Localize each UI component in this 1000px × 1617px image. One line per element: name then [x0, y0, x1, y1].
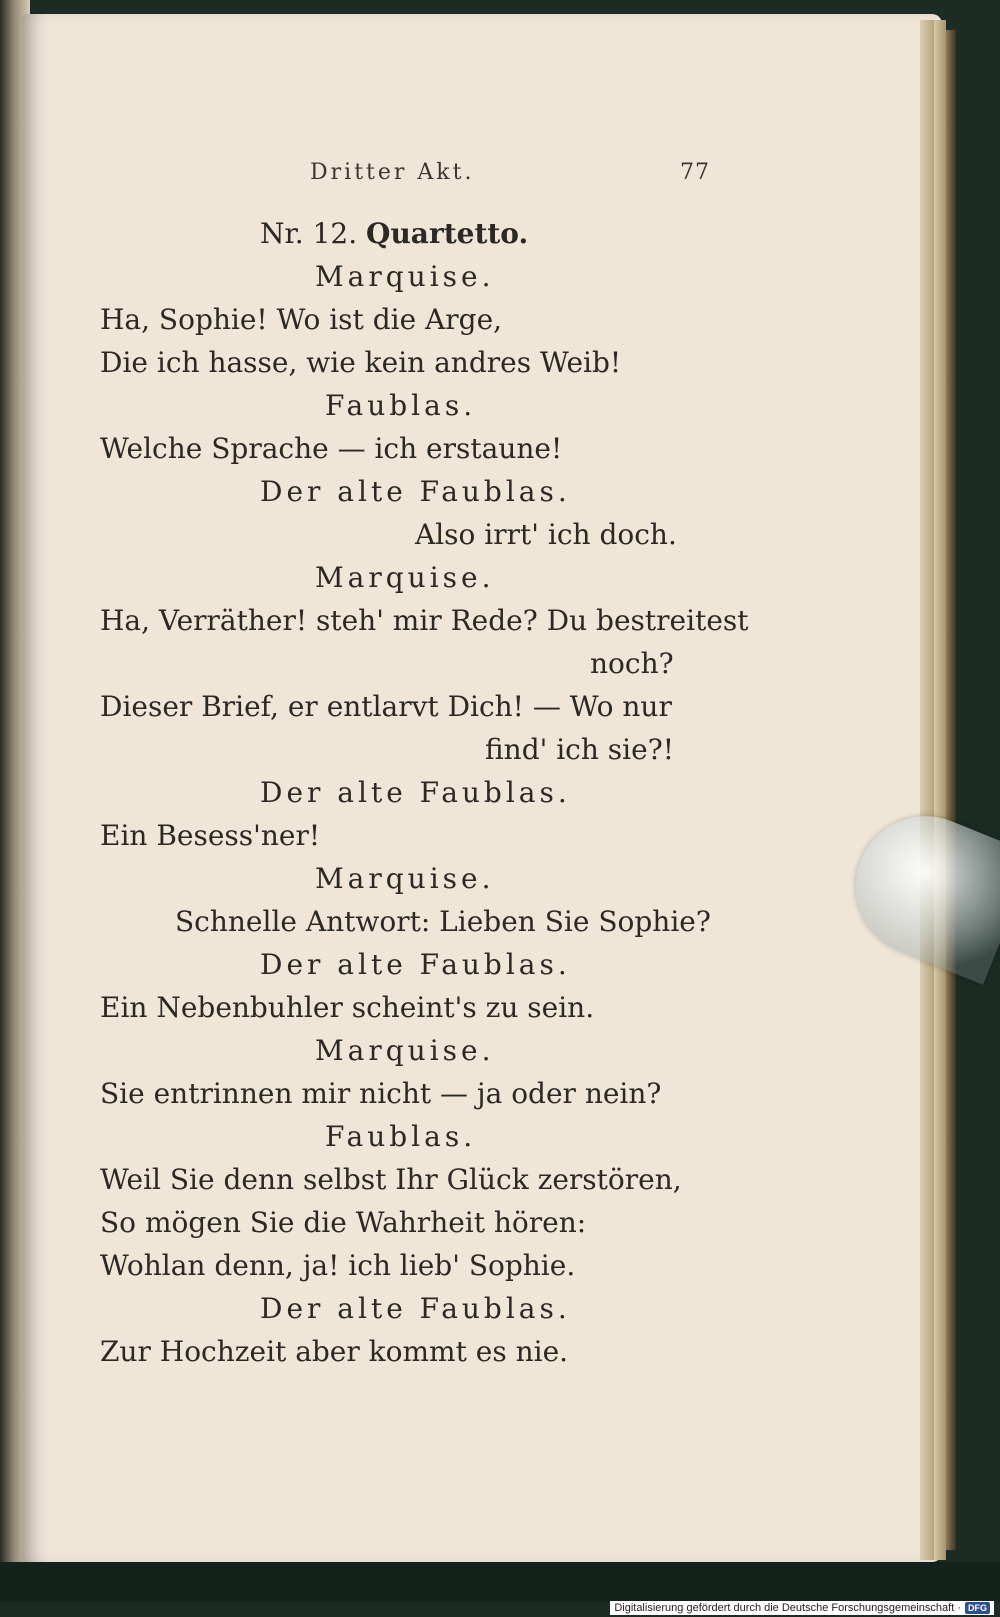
page-text [100, 212, 749, 1373]
speaker-name [100, 771, 720, 814]
line-text: Nr. 12. [260, 217, 358, 250]
verse-line [100, 298, 720, 341]
line-text: Weil Sie denn selbst Ihr Glück zerstören, [100, 1163, 682, 1196]
line-text: Ein Nebenbuhler scheint's zu sein. [100, 991, 595, 1024]
verse-line [100, 685, 720, 728]
speaker-name [100, 255, 720, 298]
page-stack-edge [920, 20, 934, 1560]
line-text: Dieser Brief, er entlarvt Dich! — Wo nur [100, 690, 672, 723]
speaker-name [100, 943, 720, 986]
line-text: Der alte Faublas. [260, 1292, 571, 1325]
speaker-name [100, 384, 720, 427]
verse-line [100, 599, 749, 642]
line-text: Ha, Sophie! Wo ist die Arge, [100, 303, 503, 336]
section-title [100, 212, 720, 255]
line-text: Schnelle Antwort: Lieben Sie Sophie? [175, 905, 711, 938]
scan-background [0, 1562, 1000, 1602]
line-text: Ha, Verräther! steh' mir Rede? Du bestreitest [100, 604, 749, 637]
verse-line [100, 642, 720, 685]
dfg-logo: DFG [965, 1602, 990, 1614]
line-text: Die ich hasse, wie kein andres Weib! [100, 346, 622, 379]
running-title: Dritter Akt. [310, 160, 475, 185]
line-text: noch? [590, 647, 674, 680]
speaker-name [100, 556, 720, 599]
line-text: Welche Sprache — ich erstaune! [100, 432, 563, 465]
verse-line [100, 1158, 720, 1201]
speaker-name [100, 1115, 720, 1158]
speaker-name [100, 470, 720, 513]
line-text: Sie entrinnen mir nicht — ja oder nein? [100, 1077, 662, 1110]
verse-line [100, 513, 720, 556]
line-text: Faublas. [325, 1120, 477, 1153]
page-number: 77 [680, 160, 710, 185]
book-cover-edge [946, 30, 956, 1550]
verse-line [100, 1201, 720, 1244]
line-text: Der alte Faublas. [260, 948, 571, 981]
verse-line [100, 341, 720, 384]
verse-line [100, 1072, 720, 1115]
verse-line [100, 728, 720, 771]
line-text: Der alte Faublas. [260, 776, 571, 809]
digitization-credit [610, 1601, 994, 1615]
credit-text: Digitalisierung gefördert durch die Deutsche Forschungsgemeinschaft · [614, 1602, 961, 1614]
title-label: Quartetto. [366, 217, 529, 250]
verse-line [100, 427, 720, 470]
running-header [310, 160, 710, 200]
line-text: Ein Besess'ner! [100, 819, 321, 852]
line-text: So mögen Sie die Wahrheit hören: [100, 1206, 587, 1239]
verse-line [100, 986, 720, 1029]
line-text: Der alte Faublas. [260, 475, 571, 508]
speaker-name [100, 1287, 720, 1330]
verse-line [100, 1244, 720, 1287]
line-text: Wohlan denn, ja! ich lieb' Sophie. [100, 1249, 576, 1282]
verse-line [100, 900, 720, 943]
line-text: Faublas. [325, 389, 477, 422]
verse-line [100, 814, 720, 857]
line-text: Zur Hochzeit aber kommt es nie. [100, 1335, 569, 1368]
line-text: Marquise. [315, 1034, 495, 1067]
line-text: Marquise. [315, 561, 495, 594]
line-text: Marquise. [315, 862, 495, 895]
line-text: Marquise. [315, 260, 495, 293]
line-text: find' ich sie?! [485, 733, 674, 766]
line-text: Also irrt' ich doch. [415, 518, 677, 551]
speaker-name [100, 857, 720, 900]
verse-line [100, 1330, 720, 1373]
page-stack-edge [934, 20, 946, 1560]
speaker-name [100, 1029, 720, 1072]
